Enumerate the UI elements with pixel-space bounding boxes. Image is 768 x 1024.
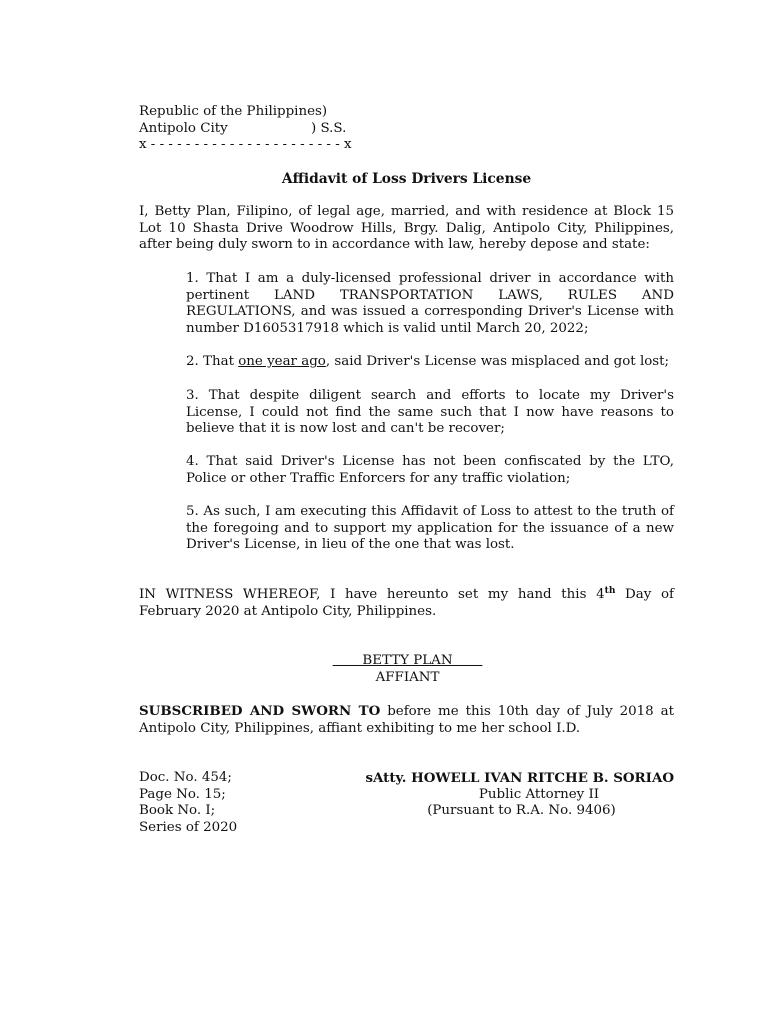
venue-ss: ) S.S. bbox=[311, 120, 347, 136]
attorney-block bbox=[339, 770, 674, 820]
witness-superscript: th bbox=[604, 586, 616, 596]
venue-republic: Republic of the Philippines) bbox=[139, 104, 328, 119]
attorney-name: sAtty. HOWELL IVAN RITCHE B. SORIAO bbox=[365, 770, 674, 786]
statement-item-1: 1. That I am a duly-licensed professional driver in accordance with pertinent LAND TRANSPORTATION LAWS, RULES AND REGULATIONS, and was issued a corresponding Driver's License with number D1605317918 which is valid until March 20, 2022; bbox=[186, 271, 674, 336]
doc-number: Doc. No. 454; bbox=[139, 770, 232, 785]
notarial-doc-info bbox=[139, 770, 339, 836]
subscribed-text: before me this 10th day of July 2018 at Antipolo City, Philippines, affiant exhibiting to me her school I.D. bbox=[139, 704, 674, 736]
attorney-pursuant: (Pursuant to R.A. No. 9406) bbox=[427, 803, 616, 818]
affiant-label: AFFIANT bbox=[375, 669, 440, 685]
venue-block bbox=[139, 104, 399, 154]
statement-item-3: 3. That despite diligent search and efforts to locate my Driver's License, I could not find the same such that I now have reasons to believe that it is now lost and can't be recover; bbox=[186, 388, 674, 436]
statement-item-5: 5. As such, I am executing this Affidavit of Loss to attest to the truth of the foregoing and to support my application for the issuance of a new Driver's License, in lieu of the one that was lost. bbox=[186, 504, 674, 552]
witness-after: Day of February 2020 at Antipolo City, Philippines. bbox=[139, 587, 674, 619]
document-title: Affidavit of Loss Drivers License bbox=[281, 171, 532, 187]
item-2-prefix: 2. That bbox=[186, 354, 239, 369]
page-number: Page No. 15; bbox=[139, 786, 226, 802]
statement-item-4: 4. That said Driver's License has not been confiscated by the LTO, Police or other Traffic Enforcers for any traffic violation; bbox=[186, 454, 674, 486]
venue-city: Antipolo City bbox=[139, 120, 228, 136]
venue-divider: x - - - - - - - - - - - - - - - - - - - - - - x bbox=[139, 137, 352, 152]
item-2-underlined: one year ago bbox=[238, 354, 326, 369]
intro-paragraph: I, Betty Plan, Filipino, of legal age, married, and with residence at Block 15 Lot 10 Shasta Drive Woodrow Hills, Brgy. Dalig, Antipolo City, Philippines, after being duly sworn to in accordance with law, hereby depose and state: bbox=[139, 204, 674, 252]
subscribed-paragraph bbox=[139, 703, 674, 737]
item-2-suffix: , said Driver's License was misplaced and got lost; bbox=[325, 354, 670, 369]
affiant-name: BETTY PLAN bbox=[332, 653, 483, 668]
series-year: Series of 2020 bbox=[139, 819, 238, 835]
affiant-signature-block bbox=[325, 653, 490, 686]
attorney-title: Public Attorney II bbox=[478, 786, 600, 802]
venue-city-row bbox=[139, 121, 399, 138]
witness-paragraph bbox=[139, 587, 674, 620]
witness-before: IN WITNESS WHEREOF, I have hereunto set my hand this 4 bbox=[139, 587, 605, 602]
statement-item-2 bbox=[186, 354, 674, 371]
book-number: Book No. I; bbox=[139, 803, 216, 818]
subscribed-heading: SUBSCRIBED AND SWORN TO bbox=[139, 703, 381, 719]
